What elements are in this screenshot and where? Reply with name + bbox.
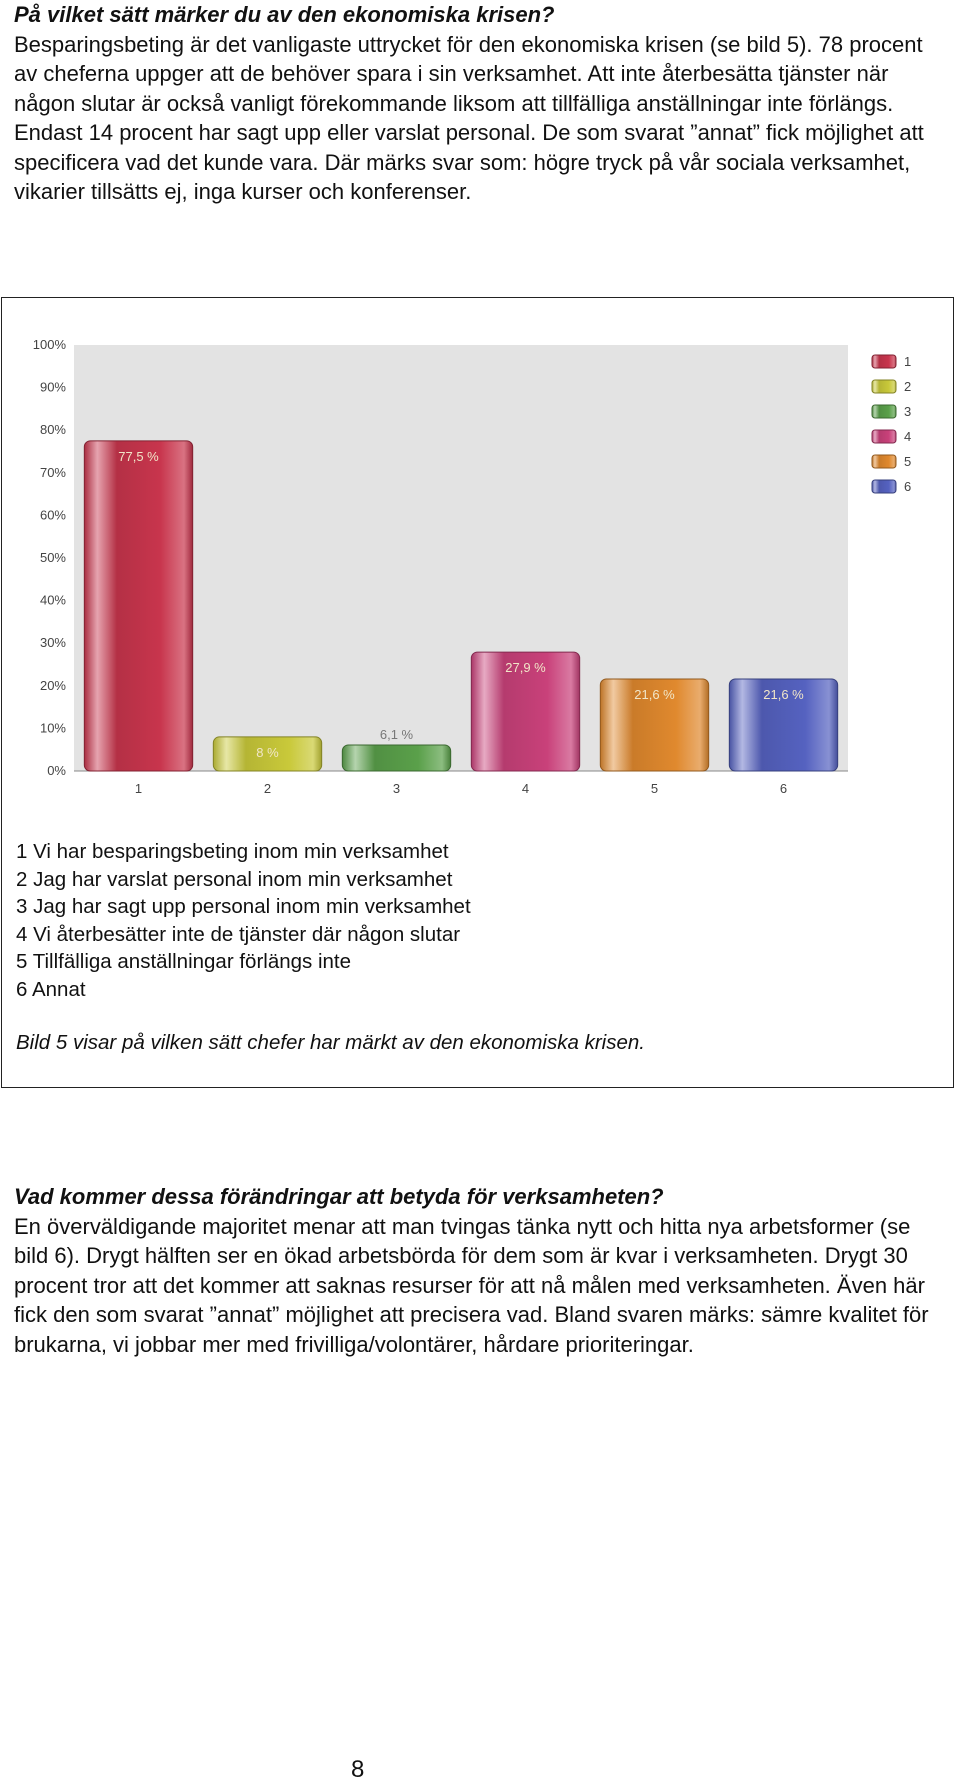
legend-label: 1 xyxy=(904,354,912,369)
x-tick-label: 3 xyxy=(392,781,401,796)
x-tick-label: 2 xyxy=(263,781,272,796)
legend-line: 6 Annat xyxy=(16,977,86,1001)
section-2-body: En överväldigande majoritet menar att man tvingas tänka nytt och hitta nya arbetsformer (se bild 6). Drygt hälften ser en ökad arbetsbörda för dem som är kvar i verksamheten. Drygt 30 procent tror att det kommer att saknas resurser för att nå målen med verksamheten. Även här fick den som svarat ”annat” möjlighet att precisera vad. Bland svaren märks: sämre kvalitet för brukarna, vi jobbar mer med frivilliga/volontärer, hårdare prioriteringar. xyxy=(14,1213,929,1357)
y-tick-label: 70% xyxy=(39,464,66,480)
section-2 xyxy=(14,1182,944,1359)
section-2-heading: Vad kommer dessa förändringar att betyda för verksamheten? xyxy=(14,1184,664,1209)
y-tick-label: 60% xyxy=(39,507,66,523)
y-axis-ticks xyxy=(33,337,67,778)
figure-caption: Bild 5 visar på vilken sätt chefer har märkt av den ekonomiska krisen. xyxy=(16,1031,645,1054)
legend-swatch xyxy=(872,355,896,368)
y-tick-label: 20% xyxy=(39,677,66,693)
bar-chart xyxy=(2,298,952,818)
section-1-body: Besparingsbeting är det vanligaste uttrycket för den ekonomiska krisen (se bild 5). 78 procent av cheferna uppger att de behöver spara i sin verksamhet. Att inte återbesätta tjänster när någon slutar är också vanligt förekommande liksom att tillfälliga anställningar inte förlängs. Endast 14 procent har sagt upp eller varslat personal. De som svarat ”annat” fick möjlighet att specificera vad det kunde vara. Där märks svar som: högre tryck på vår sociala verksamhet, vikarier tillsätts ej, inga kurser och konferenser. xyxy=(14,31,924,204)
legend-label: 3 xyxy=(904,404,912,419)
y-tick-label: 40% xyxy=(39,592,66,608)
legend-line: 4 Vi återbesätter inte de tjänster där någon slutar xyxy=(16,922,461,946)
page-number: 8 xyxy=(351,1756,365,1783)
legend-swatch xyxy=(872,430,896,443)
legend-line: 3 Jag har sagt upp personal inom min verksamhet xyxy=(16,895,471,918)
bar xyxy=(342,745,450,771)
x-axis-ticks xyxy=(135,781,787,796)
legend-label: 4 xyxy=(904,429,912,444)
y-tick-label: 80% xyxy=(39,422,66,438)
y-tick-label: 30% xyxy=(39,635,66,651)
bar xyxy=(84,441,192,771)
legend-swatch xyxy=(872,480,896,493)
x-tick-label: 4 xyxy=(521,781,530,796)
legend-line: 5 Tillfälliga anställningar förlängs inte xyxy=(16,950,352,973)
x-tick-label: 6 xyxy=(779,781,788,796)
legend-swatch xyxy=(872,380,896,393)
x-tick-label: 1 xyxy=(134,781,143,796)
y-tick-label: 10% xyxy=(39,720,66,736)
legend-label: 2 xyxy=(904,379,912,394)
x-tick-label: 5 xyxy=(650,781,659,796)
legend-line: 1 Vi har besparingsbeting inom min verksamhet xyxy=(16,840,449,863)
bar-value-label: 21,6 % xyxy=(634,686,675,702)
y-tick-label: 0% xyxy=(47,763,66,778)
figure-5 xyxy=(1,297,954,1088)
bar-value-label: 8 % xyxy=(256,744,279,760)
bar-value-label: 21,6 % xyxy=(763,686,804,702)
bar-value-label: 77,5 % xyxy=(118,448,159,464)
section-1 xyxy=(14,0,944,207)
bar-value-label: 6,1 % xyxy=(379,727,414,743)
bar-value-label: 27,9 % xyxy=(505,660,546,676)
category-legend-list xyxy=(16,838,471,1003)
legend-label: 6 xyxy=(904,479,912,494)
legend-line: 2 Jag har varslat personal inom min verksamhet xyxy=(16,867,453,891)
legend-swatch xyxy=(872,405,896,418)
y-tick-label: 90% xyxy=(39,379,66,395)
chart-legend xyxy=(872,354,911,494)
section-1-heading: På vilket sätt märker du av den ekonomiska krisen? xyxy=(14,2,555,27)
legend-label: 5 xyxy=(904,454,912,469)
y-tick-label: 100% xyxy=(32,337,66,352)
y-tick-label: 50% xyxy=(39,550,66,565)
legend-swatch xyxy=(872,455,896,468)
